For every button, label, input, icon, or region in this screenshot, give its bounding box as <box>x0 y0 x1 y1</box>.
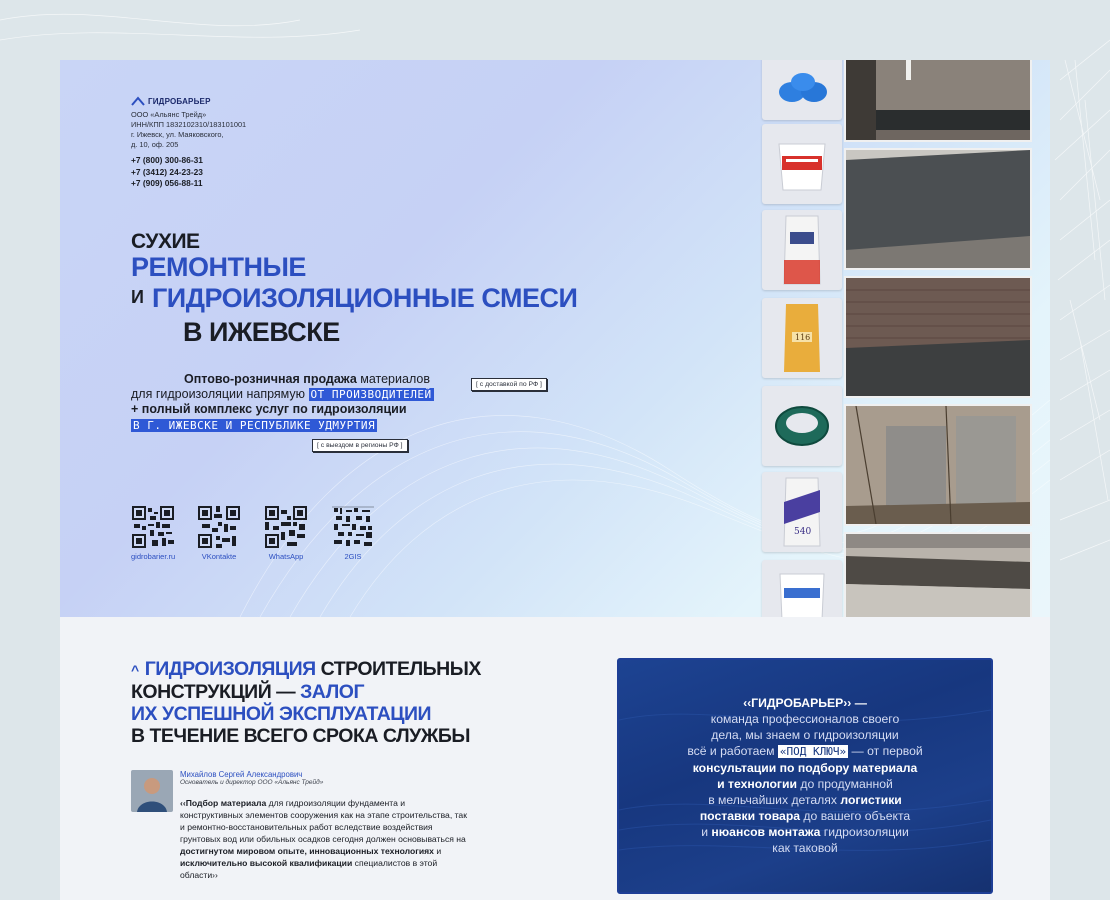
product-tile[interactable] <box>762 472 842 552</box>
title-line-2: РЕМОНТНЫЕ <box>131 252 306 282</box>
card-bold: нюансов монтажа <box>711 825 821 839</box>
quote-mark: ‹‹ <box>180 798 186 808</box>
quote-mark: ›› <box>212 870 218 880</box>
director-role: Основатель и директор ООО «Альянс Трейд» <box>180 779 324 786</box>
card-line: дела, мы знаем о гидроизоляции <box>711 728 899 742</box>
company-line: г. Ижевск, ул. Маяковского, <box>131 130 224 139</box>
desc-text: материалов <box>356 372 430 386</box>
desc-text: для гидроизоляции напрямую <box>131 386 309 401</box>
logo-text: ГИДРОБАРЬЕР <box>148 97 211 106</box>
card-line: до вашего объекта <box>800 809 911 823</box>
product-tile[interactable] <box>762 298 842 378</box>
photo-image <box>846 150 1030 268</box>
page <box>60 60 1050 900</box>
bag-product-icon <box>762 472 842 552</box>
card-bold: ‹‹ГИДРОБАРЬЕР›› <box>743 696 852 710</box>
card-bold: — <box>851 696 867 710</box>
product-tile[interactable] <box>762 124 842 204</box>
title-line-4: В ИЖЕВСКЕ <box>183 317 340 347</box>
phone-list <box>131 155 203 190</box>
card-line: в мельчайших деталях <box>708 793 841 807</box>
card-highlight: «ПОД КЛЮЧ» <box>779 745 847 758</box>
card-text <box>619 695 991 856</box>
avatar <box>131 770 173 812</box>
card-line: как таковой <box>772 841 838 855</box>
desc-highlight: В Г. ИЖЕВСКЕ И РЕСПУБЛИКЕ УДМУРТИЯ <box>133 418 376 432</box>
card-line: — от первой <box>848 744 923 758</box>
product-tile[interactable] <box>762 386 842 466</box>
desc-highlight: ОТ ПРОИЗВОДИТЕЛЕЙ <box>310 387 432 401</box>
svg-text:116: 116 <box>795 333 811 342</box>
person-photo <box>131 770 173 812</box>
heading-blue: ГИДРОИЗОЛЯЦИЯ <box>144 658 316 680</box>
delivery-tag: [ с доставкой по РФ ] <box>471 378 547 391</box>
heading-dark: СТРОИТЕЛЬНЫХ <box>315 658 481 680</box>
caret-icon: ^ <box>131 662 139 678</box>
about-card <box>617 658 993 894</box>
section-heading <box>131 658 551 747</box>
phone-link[interactable]: +7 (909) 056-88-11 <box>131 178 203 188</box>
waterproofing-photo[interactable] <box>846 534 1030 617</box>
qr-site[interactable] <box>131 506 175 561</box>
desc-bold: Оптово-розничная продажа <box>184 372 357 386</box>
director-quote <box>180 797 470 881</box>
card-line: гидроизоляции <box>820 825 909 839</box>
company-line: ИНН/КПП 1832102310/183101001 <box>131 120 247 129</box>
qr-code-icon <box>332 506 374 548</box>
qr-code-icon <box>132 506 174 548</box>
title-line-3: ГИДРОИЗОЛЯЦИОННЫЕ СМЕСИ <box>152 283 578 313</box>
product-column <box>760 60 842 617</box>
quote-bold: достигнутом мировом опыте, инновационных технологиях <box>180 846 434 856</box>
company-line: д. 10, оф. 205 <box>131 140 179 149</box>
product-tile[interactable] <box>762 560 842 617</box>
qr-label: VKontakte <box>201 552 237 561</box>
photo-column <box>846 60 1030 617</box>
qr-code-icon <box>265 506 307 548</box>
heading-blue: ЗАЛОГ <box>300 681 365 703</box>
bucket-product-icon <box>762 124 842 204</box>
card-bold: поставки товара <box>699 809 801 823</box>
waterproofing-photo[interactable] <box>846 278 1030 396</box>
photo-image <box>846 278 1030 396</box>
phone-link[interactable]: +7 (800) 300-86-31 <box>131 155 203 165</box>
waterproofing-photo[interactable] <box>846 150 1030 268</box>
company-line: ООО «Альянс Трейд» <box>131 110 207 119</box>
bucket-product-icon <box>762 560 842 617</box>
waterproofing-photo[interactable] <box>846 60 1030 140</box>
qr-2gis[interactable] <box>332 506 374 561</box>
photo-image <box>846 60 1030 140</box>
product-tile[interactable] <box>762 210 842 290</box>
tape-roll-product-icon <box>762 386 842 466</box>
roof-logo-icon <box>131 96 145 107</box>
title-and: И <box>131 287 144 307</box>
card-bold: логистики <box>840 793 902 807</box>
qr-code-icon <box>198 506 240 548</box>
quote-text: специалистов в этой области <box>180 858 438 880</box>
card-line: и <box>701 825 712 839</box>
card-bold: и технологии <box>717 777 797 791</box>
qr-label: 2GIS <box>344 552 362 561</box>
phone-link[interactable]: +7 (3412) 24-23-23 <box>131 166 203 177</box>
photo-image <box>846 406 1030 524</box>
blue-caps-product-icon <box>762 60 842 120</box>
director-name: Михайлов Сергей Александрович <box>180 770 303 779</box>
director-block <box>131 770 173 812</box>
heading-dark: В ТЕЧЕНИЕ ВСЕГО СРОКА СЛУЖБЫ <box>131 725 470 747</box>
heading-blue: ИХ УСПЕШНОЙ ЭКСПЛУАТАЦИИ <box>131 703 432 725</box>
svg-text:540: 540 <box>794 527 812 537</box>
quote-bold: Подбор материала <box>185 798 267 808</box>
qr-vkontakte[interactable] <box>198 506 240 561</box>
title-line-1: СУХИЕ <box>131 230 200 253</box>
company-info <box>131 110 246 150</box>
brand-logo[interactable] <box>131 96 211 107</box>
hero-section <box>60 60 1050 617</box>
regions-tag: [ с выездом в регионы РФ ] <box>312 439 408 452</box>
waterproofing-photo[interactable] <box>846 406 1030 524</box>
desc-bold: + полный комплекс услуг по гидроизоляции <box>131 402 407 416</box>
qr-label: WhatsApp <box>268 552 304 561</box>
bag-product-icon <box>762 298 842 378</box>
heading-dark: КОНСТРУКЦИЙ — <box>131 681 301 703</box>
quote-text: и <box>433 846 442 856</box>
bag-product-icon <box>762 210 842 290</box>
quote-bold: исключительно высокой квалификации <box>180 858 353 868</box>
quote-text: для гидроизоляции фундамента и конструктивных элементов сооружения как на этапе строительства, так и ремонтно-восстановительных работ вследствие воздействия грунтовых вод или обильных осадков сегодня должен основываться на <box>180 798 467 844</box>
photo-image <box>846 534 1030 617</box>
card-line: всё и работаем <box>687 744 778 758</box>
qr-label: gidrobarier.ru <box>131 552 176 561</box>
qr-whatsapp[interactable] <box>265 506 307 561</box>
card-line: команда профессионалов своего <box>710 712 900 726</box>
card-bold: консультации по подбору материала <box>692 761 918 775</box>
card-line: до продуманной <box>797 777 893 791</box>
product-tile[interactable] <box>762 60 842 120</box>
